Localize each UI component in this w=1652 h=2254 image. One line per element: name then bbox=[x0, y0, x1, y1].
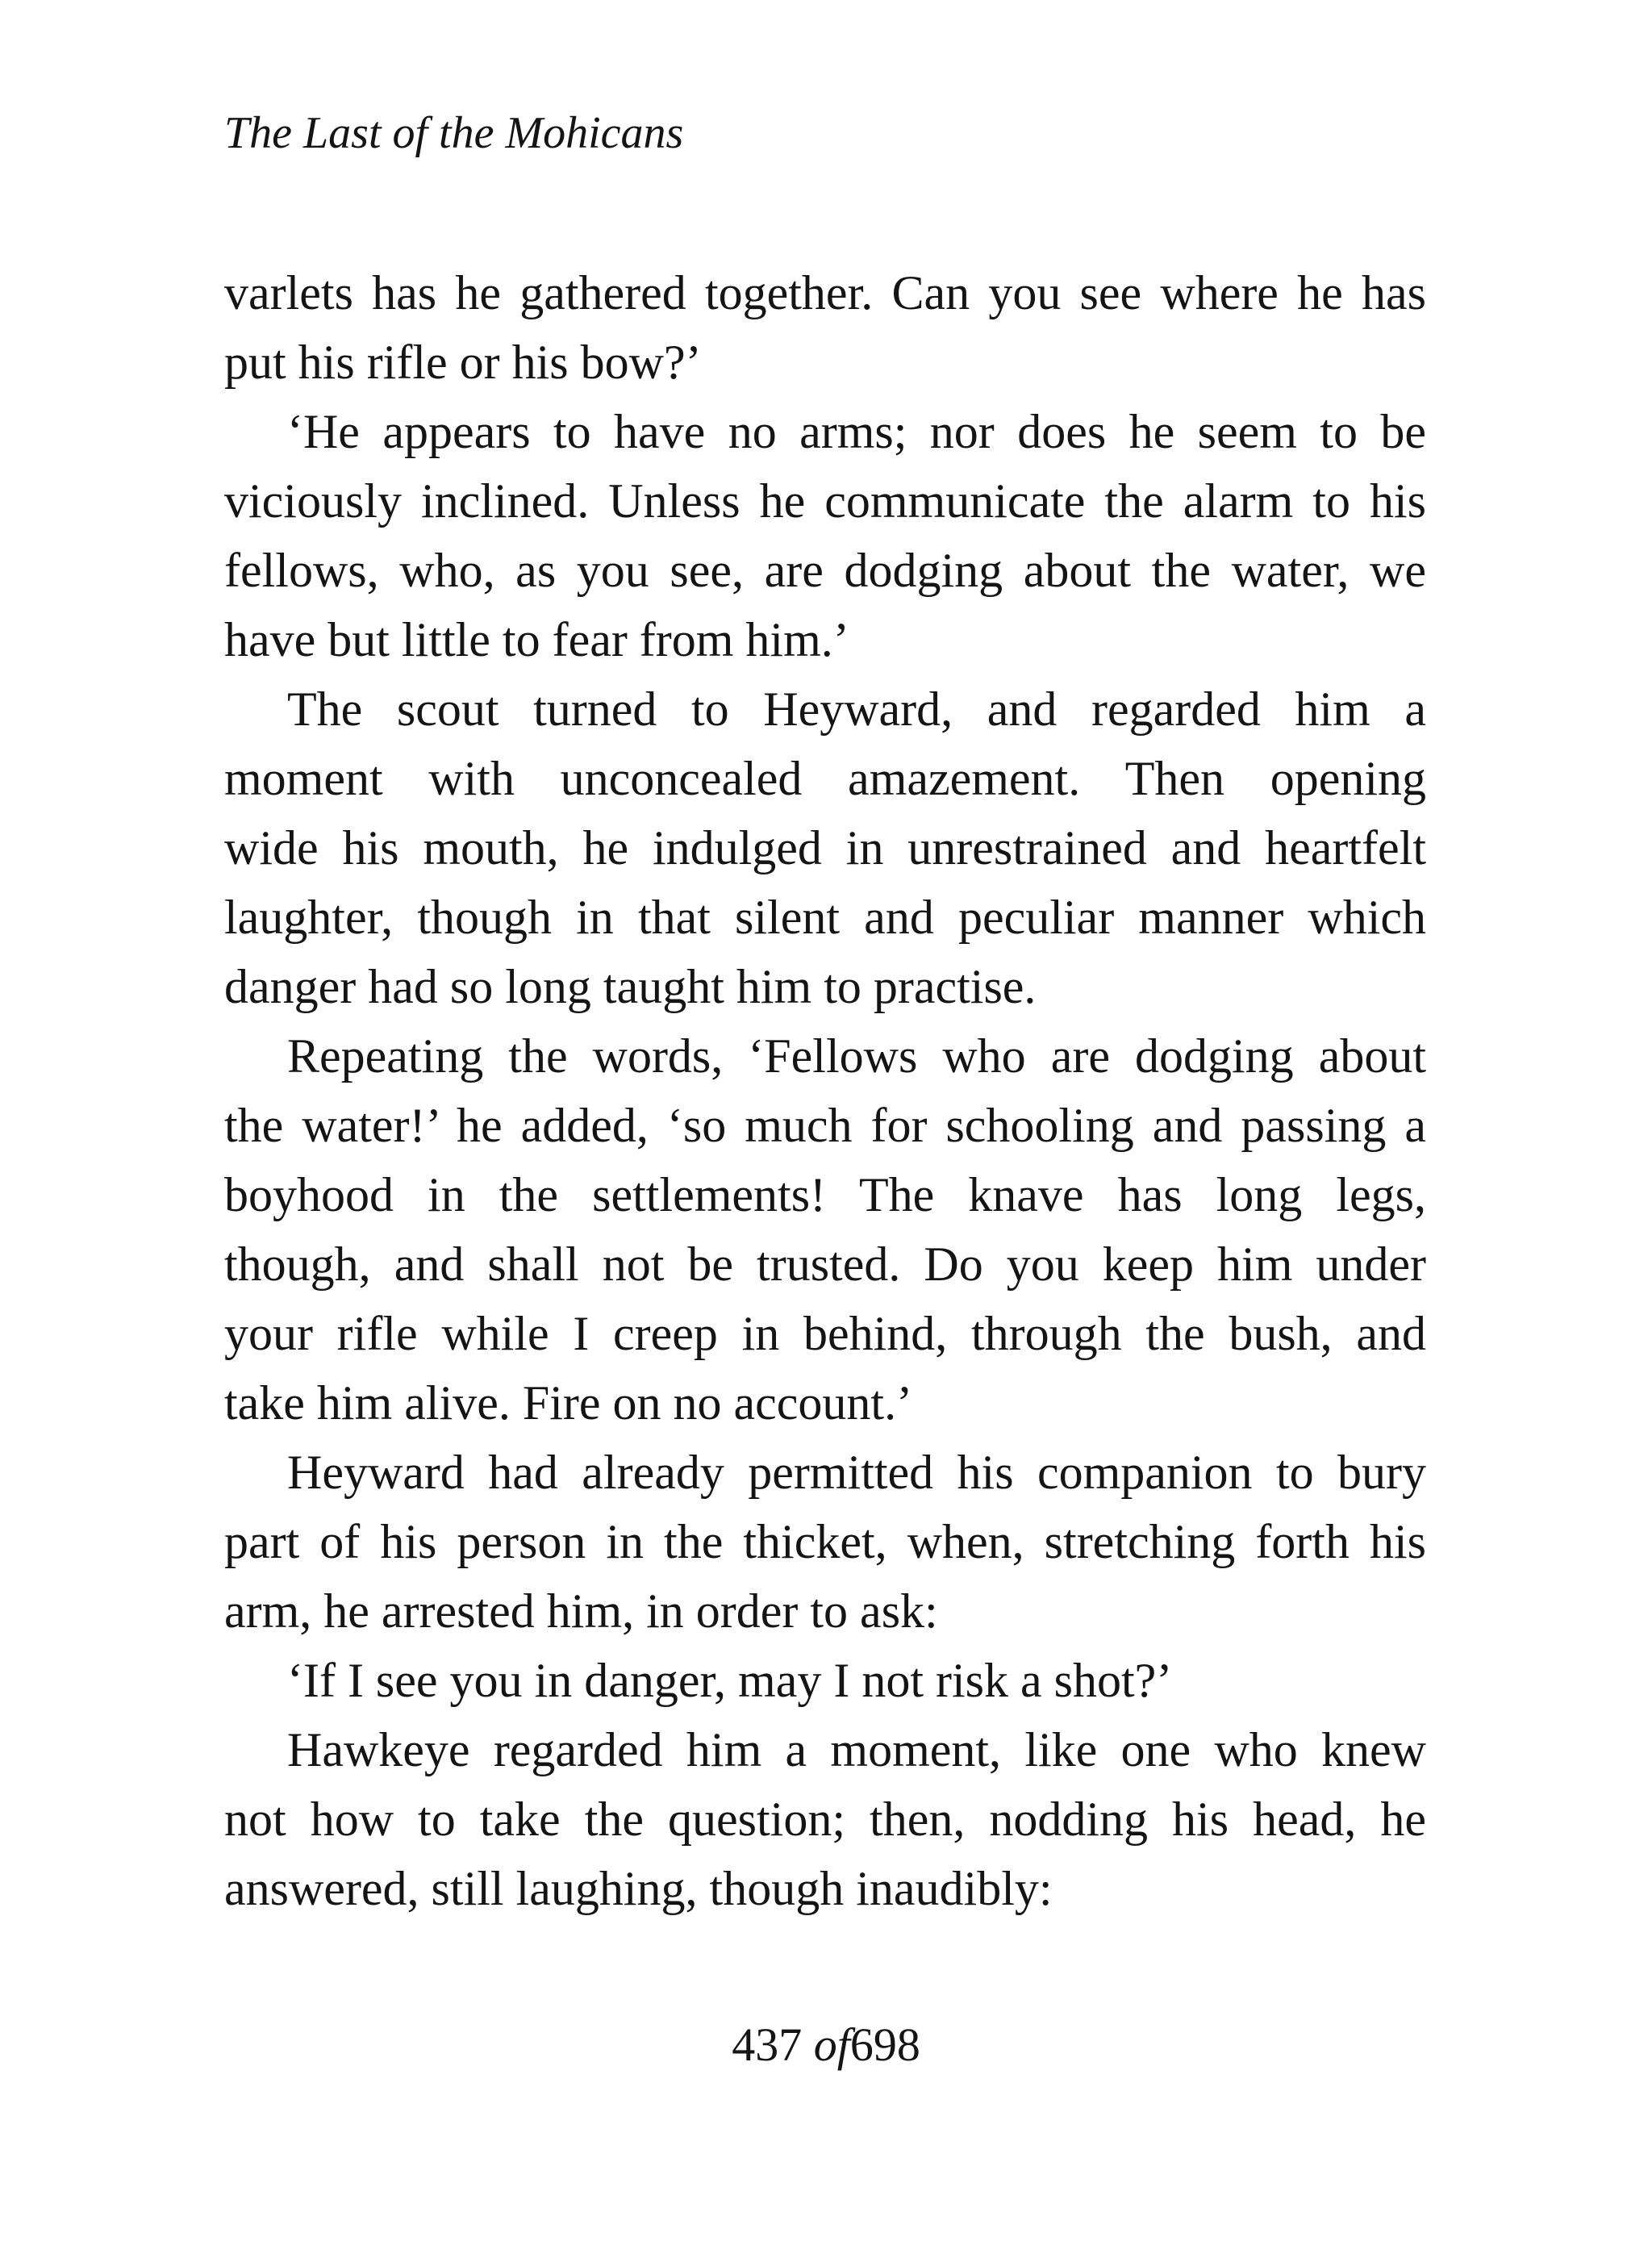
text-line: your rifle while I creep in behind, through the bush, and bbox=[224, 1307, 1426, 1360]
text-line: have but little to fear from him.’ bbox=[224, 613, 849, 666]
text-line: put his rifle or his bow?’ bbox=[224, 336, 702, 389]
text-line: ‘He appears to have no arms; nor does he seem to be bbox=[287, 405, 1426, 458]
text-line: take him alive. Fire on no account.’ bbox=[224, 1376, 913, 1430]
text-line: ‘If I see you in danger, may I not risk a shot?’ bbox=[287, 1654, 1173, 1707]
text-line: Hawkeye regarded him a moment, like one who knew bbox=[287, 1723, 1426, 1776]
text-line: the water!’ he added, ‘so much for schooling and passing a bbox=[224, 1099, 1426, 1152]
running-title: The Last of the Mohicans bbox=[224, 108, 684, 158]
text-line: laughter, though in that silent and peculiar manner which bbox=[224, 891, 1426, 944]
text-line: wide his mouth, he indulged in unrestrained and heartfelt bbox=[224, 821, 1426, 874]
text-line: part of his person in the thicket, when, stretching forth his bbox=[224, 1515, 1426, 1568]
text-line: fellows, who, as you see, are dodging about the water, we bbox=[224, 544, 1426, 597]
text-line: moment with unconcealed amazement. Then opening bbox=[224, 752, 1426, 805]
text-line: answered, still laughing, though inaudibly: bbox=[224, 1862, 1053, 1915]
page-total: 698 bbox=[849, 2018, 920, 2071]
text-line: though, and shall not be trusted. Do you keep him under bbox=[224, 1238, 1426, 1291]
body-text bbox=[224, 258, 1426, 1923]
text-line: The scout turned to Heyward, and regarded him a bbox=[287, 682, 1426, 736]
text-line: not how to take the question; then, nodding his head, he bbox=[224, 1793, 1426, 1846]
text-line: varlets has he gathered together. Can you see where he has bbox=[224, 266, 1426, 319]
page-number bbox=[0, 2017, 1652, 2073]
text-line: boyhood in the settlements! The knave has long legs, bbox=[224, 1168, 1426, 1221]
page-of-label: of bbox=[813, 2018, 850, 2071]
text-line: Heyward had already permitted his companion to bury bbox=[287, 1446, 1426, 1499]
page-current: 437 bbox=[732, 2018, 803, 2071]
text-line: arm, he arrested him, in order to ask: bbox=[224, 1584, 938, 1638]
text-line: danger had so long taught him to practise. bbox=[224, 960, 1037, 1013]
text-line: viciously inclined. Unless he communicate the alarm to his bbox=[224, 474, 1426, 528]
text-line: Repeating the words, ‘Fellows who are dodging about bbox=[287, 1029, 1426, 1083]
